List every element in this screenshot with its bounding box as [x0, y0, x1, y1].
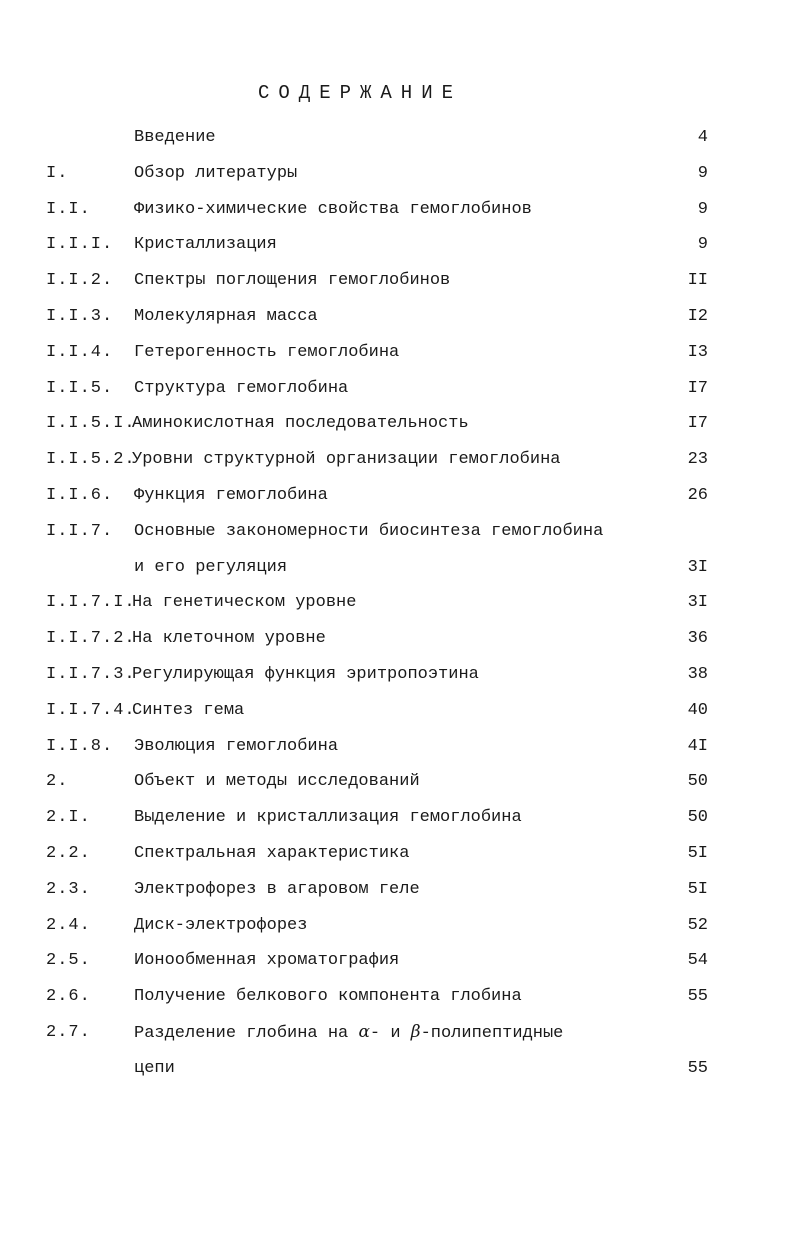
toc-label: цепи: [134, 1058, 175, 1078]
toc-row: [46, 943, 726, 979]
table-of-contents: [46, 120, 726, 1087]
toc-page: I3: [687, 342, 708, 362]
toc-number: 2.I.: [46, 808, 91, 828]
toc-label: Кристаллизация: [134, 235, 277, 255]
toc-number: I.I.7.: [46, 521, 114, 541]
toc-page: 23: [687, 450, 708, 470]
toc-label: Спектральная характеристика: [134, 843, 410, 863]
toc-page: 5I: [687, 843, 708, 863]
toc-number: I.I.8.: [46, 736, 114, 756]
toc-page: 4: [697, 128, 708, 147]
toc-row: [46, 299, 726, 335]
toc-label: и его регуляция: [134, 557, 288, 577]
toc-page: 9: [697, 163, 708, 183]
toc-row: [46, 478, 726, 514]
toc-number: I.I.7.3.: [46, 664, 136, 684]
toc-row: [46, 442, 726, 478]
page-title: СОДЕРЖАНИЕ: [257, 82, 463, 104]
toc-number: 2.4.: [46, 915, 91, 935]
toc-row: [46, 156, 726, 192]
toc-page: II: [687, 271, 708, 291]
toc-page: 3I: [687, 557, 708, 577]
toc-number: I.I.: [46, 199, 91, 219]
toc-page: 3I: [687, 593, 708, 613]
toc-label: Спектры поглощения гемоглобинов: [134, 271, 451, 291]
toc-label: [134, 1015, 563, 1052]
toc-label: Гетерогенность гемоглобина: [134, 342, 400, 362]
toc-label: Ионообменная хроматография: [134, 951, 400, 971]
toc-label: Выделение и кристаллизация гемоглобина: [134, 808, 522, 828]
toc-row: [46, 371, 726, 407]
toc-label: Функция гемоглобина: [134, 485, 328, 505]
toc-row: [46, 908, 726, 944]
toc-row: [46, 657, 726, 693]
toc-number: I.I.3.: [46, 306, 114, 326]
toc-row: [46, 621, 726, 657]
toc-label: Синтез гема: [132, 700, 245, 720]
toc-label: Электрофорез в агаровом геле: [134, 879, 420, 899]
toc-label: Физико-химические свойства гемоглобинов: [134, 199, 532, 219]
toc-label-pre: Разделение глобина на: [134, 1023, 359, 1043]
toc-number: 2.7.: [46, 1022, 91, 1042]
beta-symbol: β: [410, 1021, 421, 1042]
toc-page: 5I: [687, 879, 708, 899]
toc-row: [46, 729, 726, 765]
toc-number: 2.3.: [46, 879, 91, 899]
toc-page: I7: [687, 414, 708, 434]
toc-number: 2.6.: [46, 987, 91, 1007]
toc-row: [46, 550, 726, 586]
toc-page: 4I: [687, 736, 708, 756]
toc-number: 2.5.: [46, 951, 91, 971]
toc-number: I.I.2.: [46, 271, 114, 291]
toc-row: [46, 979, 726, 1015]
toc-page: 9: [697, 235, 708, 255]
toc-page: 9: [697, 199, 708, 219]
toc-number: I.I.I.: [46, 235, 114, 255]
toc-row: [46, 335, 726, 371]
toc-page: 38: [687, 664, 708, 684]
toc-label: Эволюция гемоглобина: [134, 736, 339, 756]
toc-number: I.I.5.I.: [46, 414, 136, 434]
toc-row: [46, 585, 726, 621]
toc-row: [46, 1015, 726, 1051]
alpha-symbol: α: [358, 1021, 370, 1042]
toc-row: [46, 764, 726, 800]
toc-page: 36: [687, 629, 708, 649]
toc-page: 40: [687, 700, 708, 720]
toc-page: 50: [687, 808, 708, 828]
toc-number: 2.2.: [46, 843, 91, 863]
toc-number: I.I.5.2.: [46, 450, 136, 470]
toc-row: [46, 120, 726, 156]
toc-row: [46, 836, 726, 872]
toc-page: I7: [687, 378, 708, 398]
toc-label: На генетическом уровне: [132, 593, 357, 613]
toc-page: 50: [687, 772, 708, 792]
toc-page: 26: [687, 485, 708, 505]
toc-number: I.I.5.: [46, 378, 114, 398]
toc-row: [46, 192, 726, 228]
toc-number: I.I.4.: [46, 342, 114, 362]
toc-label: Молекулярная масса: [134, 306, 318, 326]
toc-page: 54: [687, 951, 708, 971]
toc-number: 2.: [46, 772, 69, 792]
toc-page: 55: [687, 1058, 708, 1078]
toc-row: [46, 227, 726, 263]
toc-label: Введение: [134, 128, 216, 147]
toc-row: [46, 263, 726, 299]
toc-label: Аминокислотная последовательность: [132, 414, 469, 434]
toc-number: I.I.7.2.: [46, 629, 136, 649]
toc-label-mid: - и: [369, 1023, 411, 1043]
toc-label: Уровни структурной организации гемоглобина: [132, 450, 561, 470]
toc-label: На клеточном уровне: [132, 629, 326, 649]
toc-page: I2: [687, 306, 708, 326]
toc-label-post: -полипептидные: [420, 1023, 564, 1043]
toc-number: I.: [46, 163, 69, 183]
toc-number: I.I.6.: [46, 485, 114, 505]
toc-label: Структура гемоглобина: [134, 378, 349, 398]
toc-row: [46, 514, 726, 550]
toc-label: Обзор литературы: [134, 163, 298, 183]
toc-page: 52: [687, 915, 708, 935]
toc-row: [46, 693, 726, 729]
toc-label: Диск-электрофорез: [134, 915, 308, 935]
toc-row: [46, 406, 726, 442]
toc-row: [46, 872, 726, 908]
toc-row: [46, 1051, 726, 1087]
toc-number: I.I.7.I.: [46, 593, 136, 613]
toc-label: Объект и методы исследований: [134, 772, 420, 792]
toc-number: I.I.7.4.: [46, 700, 136, 720]
toc-page: 55: [687, 987, 708, 1007]
toc-row: [46, 800, 726, 836]
toc-label: Получение белкового компонента глобина: [134, 987, 522, 1007]
toc-label: Основные закономерности биосинтеза гемоглобина: [134, 521, 604, 541]
toc-label: Регулирующая функция эритропоэтина: [132, 664, 479, 684]
